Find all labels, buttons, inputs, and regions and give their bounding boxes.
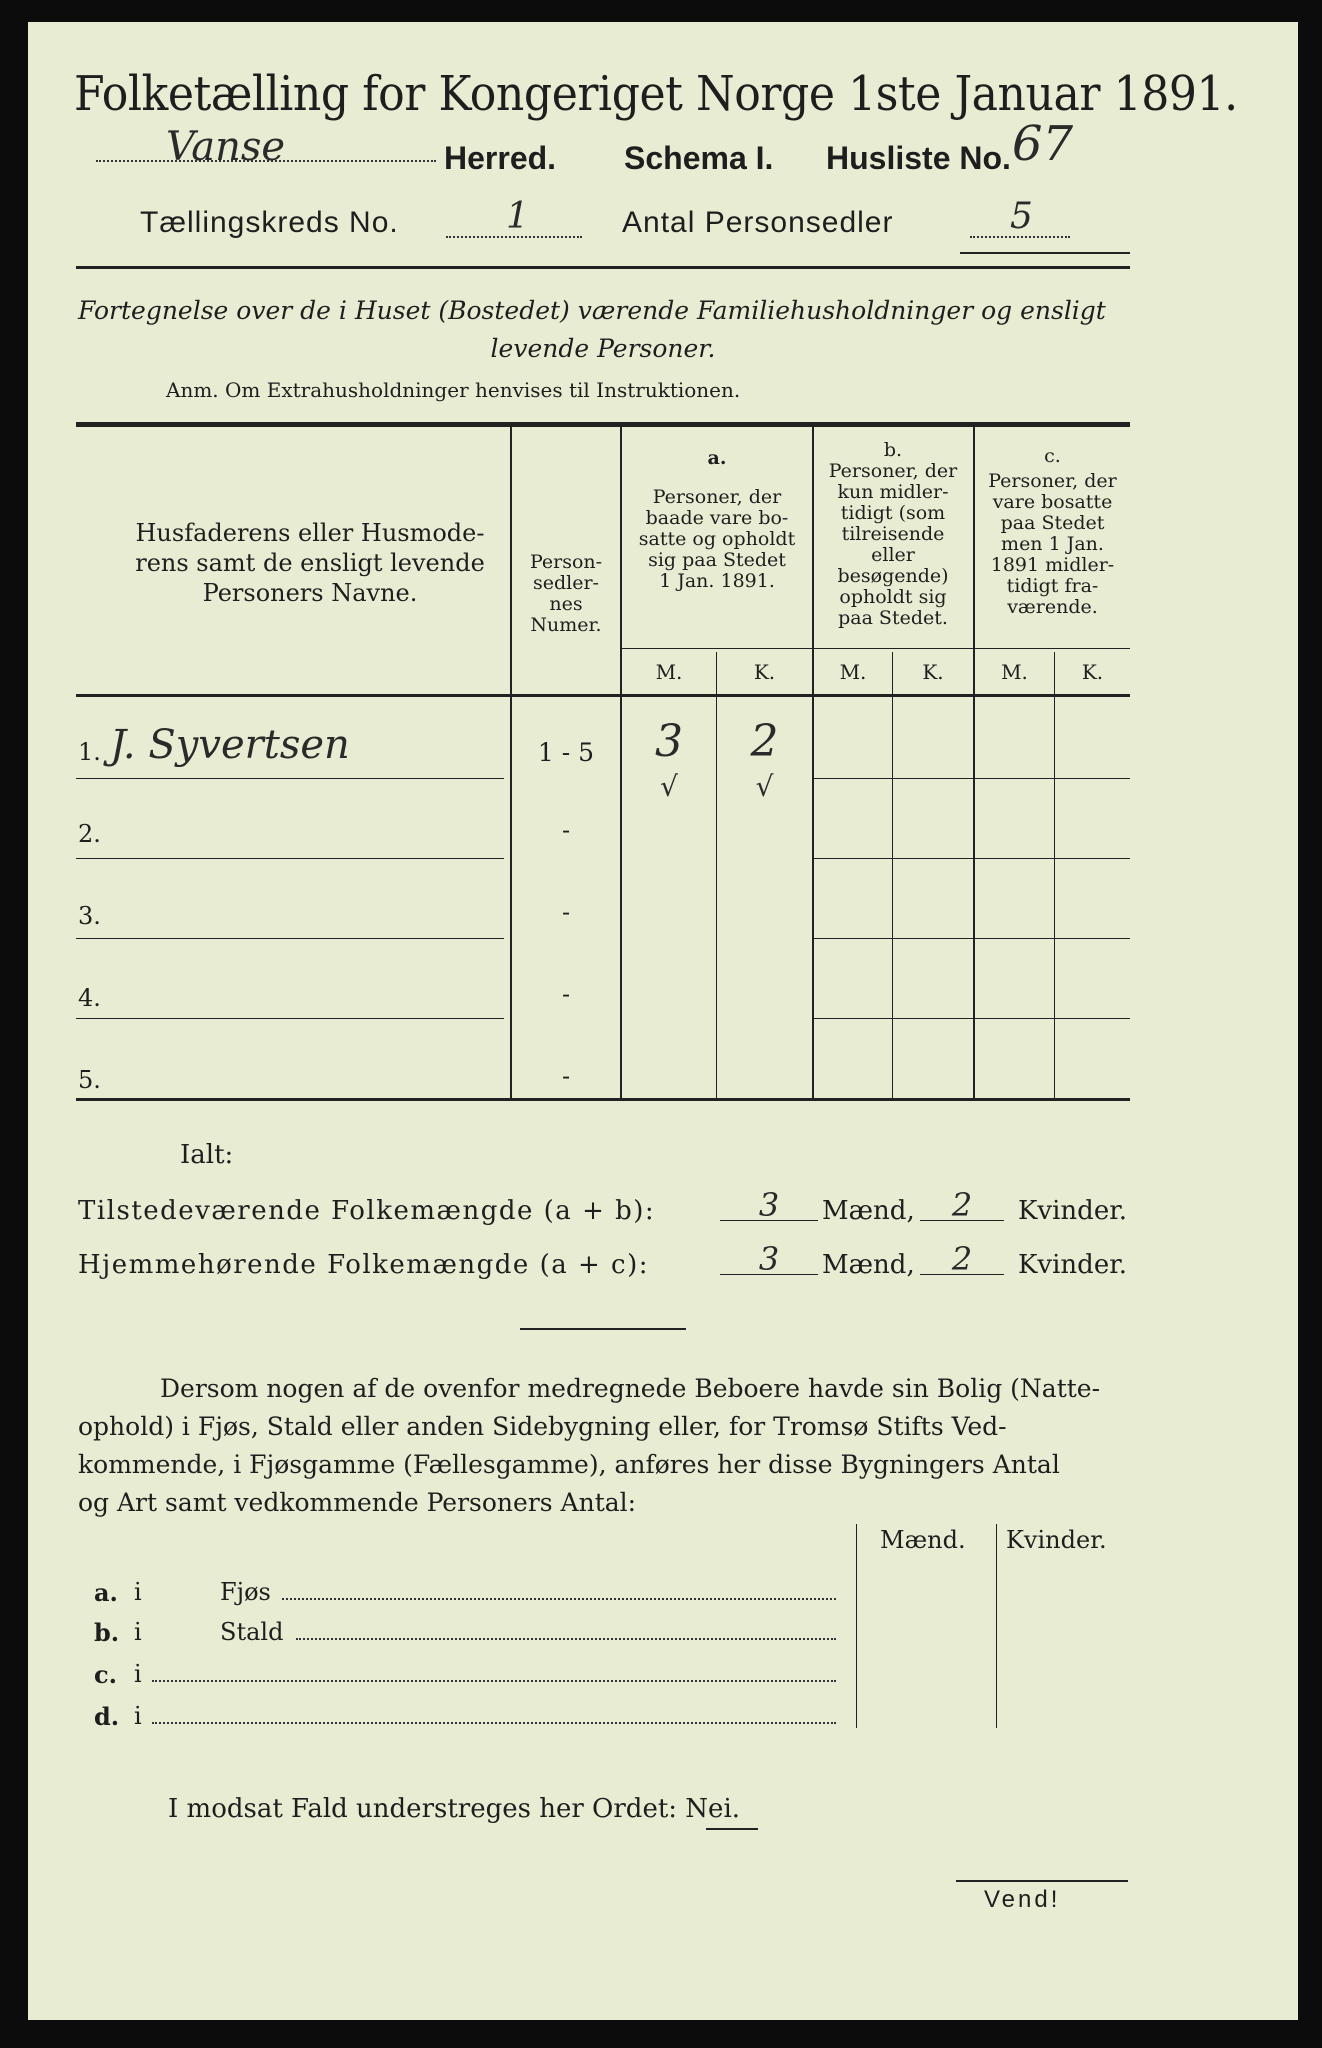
ob-a-label: Fjøs <box>220 1578 271 1606</box>
row-rule-2a <box>76 858 504 859</box>
row-4-sedler: - <box>561 980 571 1008</box>
col-num-l1: Person- <box>529 551 603 573</box>
col-a-l5: 1 Jan. 1891. <box>659 570 775 592</box>
b-m-label: M. <box>839 660 867 684</box>
tilstede-label: Tilstedeværende Folkemængde (a + b): <box>78 1196 656 1226</box>
col-c-l4: men 1 Jan. <box>1001 533 1104 555</box>
vend-label: Vend! <box>984 1886 1061 1913</box>
ob-b-letter: b. <box>94 1618 120 1647</box>
col-b-l2: kun midler- <box>837 481 949 503</box>
antal-value: 5 <box>1010 196 1033 237</box>
nei-underline <box>706 1828 758 1830</box>
mk-rule <box>622 648 1130 649</box>
taellingskreds-label: Tællingskreds No. <box>140 206 399 239</box>
header-rule <box>76 266 1130 269</box>
col-name-l3: Personers Navne. <box>202 579 418 607</box>
ob-maend-head: Mænd. <box>880 1526 966 1554</box>
hjemme-kvinder: Kvinder. <box>1018 1250 1128 1280</box>
col-c-l2: vare bosatte <box>992 491 1113 513</box>
para-line3: kommende, i Fjøsgamme (Fællesgamme), anføres her disse Bygningers Antal <box>78 1450 1060 1479</box>
row-rule-3b <box>812 938 1130 939</box>
para-line1: Dersom nogen af de ovenfor medregnede Beboere havde sin Bolig (Natte- <box>160 1374 1101 1403</box>
col-num-header <box>512 552 620 636</box>
row-rule-1a <box>76 778 504 779</box>
col-b-l3: tidigt (som <box>840 502 946 524</box>
col-name-l2: rens samt de ensligt levende <box>135 549 485 577</box>
tilstede-kvinder: Kvinder. <box>1018 1196 1128 1226</box>
header-underline <box>960 252 1130 254</box>
anm-note: Anm. Om Extrahusholdninger henvises til Instruktionen. <box>166 378 741 402</box>
col-b-l4: tilreisende <box>841 523 945 545</box>
row-5-sedler: - <box>561 1062 571 1090</box>
b-k-label: K. <box>922 660 944 684</box>
row-5-num: 5. <box>78 1066 101 1094</box>
ob-b-i: i <box>134 1618 142 1646</box>
col-name-header <box>120 518 500 608</box>
col-b-header <box>812 440 974 629</box>
c-m-label: M. <box>1001 660 1028 684</box>
row-rule-2b <box>812 858 1130 859</box>
col-c-l3: paa Stedet <box>1000 512 1105 534</box>
col-a-header <box>622 448 812 592</box>
col-name-l1: Husfaderens eller Husmode- <box>135 519 485 547</box>
ob-kvinder-head: Kvinder. <box>1006 1526 1107 1554</box>
form-title: Folketælling for Kongeriget Norge 1ste Januar 1891. <box>74 66 1238 122</box>
ob-d-dots <box>152 1722 836 1724</box>
col-b-head: b. <box>883 439 903 461</box>
ob-d-i: i <box>134 1702 142 1730</box>
col-divider-mk-b <box>892 652 893 1098</box>
schema-label: Schema I. <box>624 140 774 176</box>
col-c-head: c. <box>1044 445 1061 467</box>
a-k-label: K. <box>753 660 776 684</box>
row-rule-3a <box>76 938 504 939</box>
row-4-num: 4. <box>78 984 101 1012</box>
ob-c-dots <box>152 1680 836 1682</box>
ob-a-i: i <box>134 1578 142 1606</box>
col-a-head: a. <box>707 447 727 469</box>
col-a-l2: baade vare bo- <box>645 507 789 529</box>
row-3-sedler: - <box>561 898 571 926</box>
col-b-l1: Personer, der <box>828 460 958 482</box>
ob-d-letter: d. <box>94 1702 120 1731</box>
vend-rule <box>956 1880 1128 1882</box>
ob-col-divider-1 <box>856 1524 857 1728</box>
tilstede-maend: Mænd, <box>822 1196 915 1226</box>
antal-label: Antal Personsedler <box>622 206 894 239</box>
hjemme-k-value: 2 <box>951 1240 973 1278</box>
para-line4: og Art samt vedkommende Personers Antal: <box>78 1488 637 1517</box>
para-line2: ophold) i Fjøs, Stald eller anden Sidebygning eller, for Tromsø Stifts Ved- <box>78 1412 1007 1441</box>
row-1-a-m: 3 <box>655 716 683 767</box>
col-num-l3: nes <box>549 593 583 615</box>
ob-a-letter: a. <box>94 1578 118 1607</box>
c-k-label: K. <box>1081 660 1104 684</box>
row-1-sedler: 1 - 5 <box>537 738 595 767</box>
row-rule-4a <box>76 1018 504 1019</box>
ob-b-dots <box>296 1638 836 1640</box>
col-a-l4: sig paa Stedet <box>648 549 786 571</box>
row-1-a-k: 2 <box>750 716 779 767</box>
section-divider <box>520 1328 686 1330</box>
row-2-sedler: - <box>561 816 571 844</box>
herred-value: Vanse <box>166 124 286 170</box>
col-b-l6: besøgende) <box>837 565 949 587</box>
col-num-l2: sedler- <box>533 572 599 594</box>
row-rule-1b <box>812 778 1130 779</box>
row-2-num: 2. <box>78 820 101 848</box>
col-a-l1: Personer, der <box>652 486 782 508</box>
tilstede-m-value: 3 <box>758 1186 780 1224</box>
col-b-l5: eller <box>871 544 915 566</box>
col-divider-mk-c <box>1054 652 1055 1098</box>
hjemme-m-value: 3 <box>758 1240 780 1278</box>
row-3-num: 3. <box>78 902 101 930</box>
row-rule-4b <box>812 1018 1130 1019</box>
nei-line: I modsat Fald understreges her Ordet: Nei. <box>168 1794 741 1824</box>
husliste-value: 67 <box>1012 116 1074 172</box>
col-c-header <box>975 446 1130 618</box>
col-c-l1: Personer, der <box>988 470 1117 492</box>
row-1-num: 1. <box>78 738 101 766</box>
intro-line2: levende Personer. <box>490 334 716 363</box>
col-num-l4: Numer. <box>530 614 602 636</box>
row-1-name: J. Syvertsen <box>110 722 350 768</box>
col-b-l7: opholdt sig <box>839 586 947 608</box>
hjemme-maend: Mænd, <box>822 1250 915 1280</box>
ob-c-letter: c. <box>94 1660 117 1689</box>
intro-line1: Fortegnelse over de i Huset (Bostedet) værende Familiehusholdninger og ensligt <box>78 296 1106 325</box>
row-1-a-k-check: √ <box>755 770 774 803</box>
table-bottom-rule <box>76 1098 1130 1101</box>
col-a-l3: satte og opholdt <box>638 528 796 550</box>
ob-b-label: Stald <box>220 1618 284 1646</box>
ob-a-dots <box>282 1598 836 1600</box>
ialt-label: Ialt: <box>180 1140 234 1170</box>
col-c-l7: værende. <box>1007 596 1098 618</box>
col-b-l8: paa Stedet. <box>838 607 948 629</box>
husliste-label: Husliste No. <box>826 140 1011 176</box>
col-c-l6: tidigt fra- <box>1006 575 1099 597</box>
taellingskreds-value: 1 <box>506 196 529 237</box>
table-top-rule <box>76 422 1130 427</box>
a-m-label: M. <box>655 660 683 684</box>
col-c-l5: 1891 midler- <box>990 554 1115 576</box>
row-1-a-m-check: √ <box>660 770 678 803</box>
ob-col-divider-2 <box>996 1524 997 1728</box>
hjemme-label: Hjemmehørende Folkemængde (a + c): <box>78 1250 649 1280</box>
table-header-rule <box>76 694 1130 697</box>
herred-label: Herred. <box>444 140 557 176</box>
ob-c-i: i <box>134 1660 142 1688</box>
tilstede-k-value: 2 <box>951 1186 973 1224</box>
